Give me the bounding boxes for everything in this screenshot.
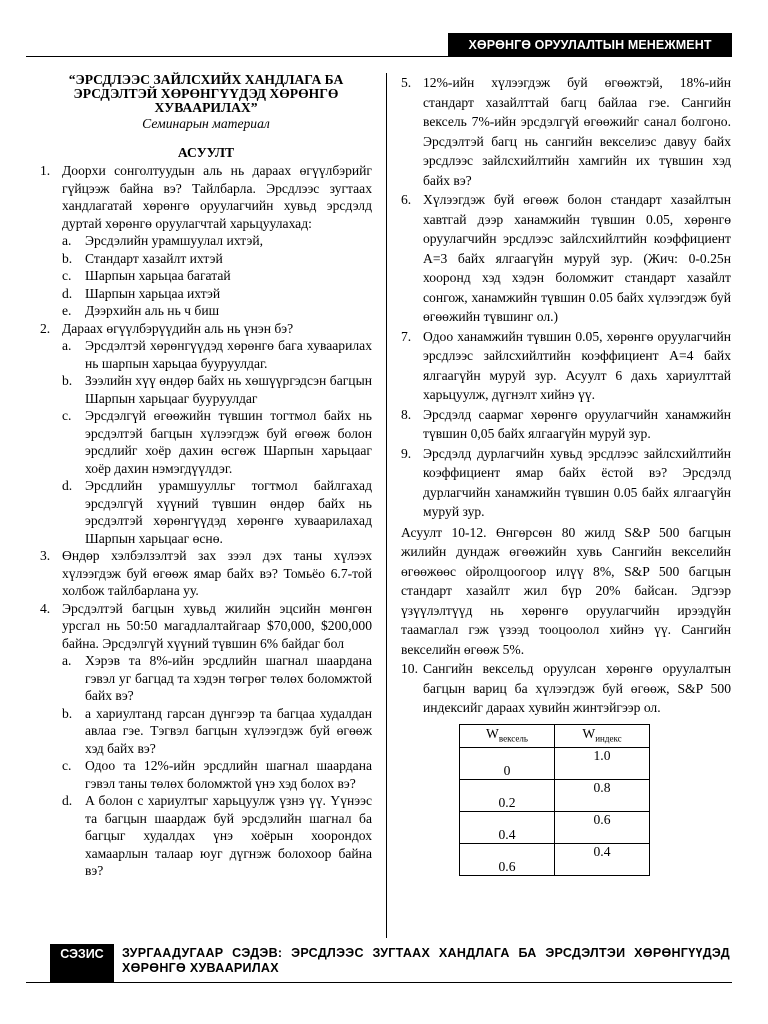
- option-letter: e.: [62, 303, 72, 318]
- cell-w-bill: 0: [460, 748, 555, 780]
- option-letter: a.: [62, 338, 72, 353]
- question-number: 8.: [401, 406, 412, 422]
- question-9: [401, 444, 731, 522]
- question-list-left: [40, 162, 372, 880]
- option-item: [62, 267, 372, 285]
- weights-table: [459, 724, 650, 877]
- question-3: [40, 547, 372, 600]
- question-1: [40, 162, 372, 232]
- option-text: Эрсдлийн урамшуулльг тогтмол байлгахад эрсдэлгүй хүүний түвшин өндөр байх нь эрсдэлтэй хөрөнгүүдэд хөрөнгө хуваарилахад Шарпын харьцааг өснө.: [85, 478, 372, 546]
- weights-table-header: [460, 724, 650, 748]
- option-letter: a.: [62, 653, 72, 668]
- question-number: 4.: [40, 600, 51, 616]
- option-list: [62, 232, 372, 320]
- header-label: ХӨРӨНГӨ ОРУУЛАЛТЫН МЕНЕЖМЕНТ: [448, 33, 732, 57]
- question-text: Хүлээгдэж буй өгөөж болон стандарт хазайлтын хавтгай дээр ханамжийн түвшин 0.05, хөрөнгө оруулагчийн эрсдлээс зайлсхийлтийн коэффициент A=3 байх ялгаагүйн муруй зур. (Жич: 0-0.25н хооронд хэд хэдэн боломжит стандарт хазайлт сонгож, ханамжийн түвшин 0.05 байх хүлээгдэж буй өгөөжийн түвшинг ол.): [423, 192, 731, 324]
- question-text: Өндөр хэлбэлзэлтэй зах зээл дэх таны хүлээх хүлээгдэж буй өгөөж ямар байх вэ? Томьёо 6.7-той холбож тайлбарлана уу.: [62, 548, 372, 598]
- question-6: [401, 190, 731, 327]
- cell-w-bill: 0.6: [460, 844, 555, 876]
- cell-w-index: 0.4: [555, 844, 650, 876]
- cell-w-index: 1.0: [555, 748, 650, 780]
- footer-topic: ЗУРГААДУГААР СЭДЭВ: ЭРСДЛЭЭС ЗУГТААХ ХАНДЛАГА БА ЭРСДЭЛТЭИ ХӨРӨНГҮҮДЭД ХӨРӨНГӨ ХУВААРИЛАХ: [122, 946, 730, 975]
- option-letter: a.: [62, 233, 72, 248]
- question-text: 12%-ийн хүлээгдэж буй өгөөжтэй, 18%-ийн стандарт хазайлттай багц байлаа гэе. Сангийн вексель 7%-ийн эрсдэлгүй өгөөжийг санал болгоно. Эрсдэлтэй багц нь сангийн векселиэс давуу байх эрсдлээс зайлсхийлтийн хамгийн их түвшин хэд байх вэ?: [423, 75, 731, 188]
- question-number: 7.: [401, 328, 412, 344]
- option-item: [62, 757, 372, 792]
- question-5: [401, 73, 731, 190]
- option-item: [62, 302, 372, 320]
- question-number: 10.: [401, 661, 418, 676]
- table-row: [460, 812, 650, 844]
- cell-w-bill: 0.4: [460, 812, 555, 844]
- column-divider: [386, 73, 387, 938]
- option-text: Хэрэв та 8%-ийн эрсдлийн шагнал шаардана гэвэл уг багцад та хэдэн төгрөг төлөх боломжтой байх вэ?: [85, 653, 372, 703]
- table-row: [460, 748, 650, 780]
- document-subtitle: Семинарын материал: [142, 116, 270, 131]
- option-item: [62, 250, 372, 268]
- cell-w-index: 0.8: [555, 780, 650, 812]
- option-text: Дээрхийн аль нь ч биш: [85, 303, 220, 318]
- question-text: Доорхи сонголтуудын аль нь дараах өгүүлбэрийг гүйцээж байна вэ? Тайлбарла. Эрсдлээс зугтаах хандлагатай хөрөнгө оруулагчийн хувьд эрсдэлд дуртай хөрөнгө оруулагчтай харьцуулахад:: [62, 163, 372, 231]
- question-list-right: [401, 73, 731, 522]
- option-letter: c.: [62, 758, 72, 773]
- question-number: 9.: [401, 445, 412, 461]
- questions-10-12-intro: Асуулт 10-12. Өнгөрсөн 80 жилд S&P 500 багцын жилийн дундаж өгөөжийн хувь Сангийн векселийн өгөөжөөс ойролцоогоор илүү 8%, S&P 500 багцын стандарт хазайлт жил бүр 20% байсан. Эдгээр үзүүлэлтүүд нь хөрөнгө оруулагчийн ирээдүйн таамаглал гэж үзээд тооцоолол хийнэ үү. Сангийн векселийн өгөөж 5%.: [401, 524, 731, 657]
- question-number: 6.: [401, 192, 412, 207]
- question-number: 1.: [40, 163, 51, 178]
- option-text: Шарпын харьцаа багатай: [85, 268, 231, 283]
- question-number: 5.: [401, 75, 412, 90]
- option-item: [62, 407, 372, 477]
- table-row: [460, 844, 650, 876]
- question-text: Дараах өгүүлбэрүүдийн аль нь үнэн бэ?: [62, 320, 294, 336]
- header-w-index: $W_{индекс}$: [555, 724, 650, 748]
- question-10: [401, 659, 731, 718]
- option-letter: d.: [62, 793, 73, 808]
- left-column: [40, 73, 372, 880]
- option-item: [62, 705, 372, 758]
- table-row: [460, 780, 650, 812]
- option-letter: d.: [62, 478, 73, 493]
- header-w-bill: $W_{вексель}$: [460, 724, 555, 748]
- question-7: [401, 327, 731, 405]
- option-letter: c.: [62, 268, 72, 283]
- option-text: Эрсдэлийн урамшуулал ихтэй,: [85, 233, 263, 248]
- question-text: Одоо ханамжийн түвшин 0.05, хөрөнгө оруулагчийн эрсдлээс зайлсхийлтийн коэффициент A=4 байх ялгаагүйн муруй зур. Асуулт 6 дахь хариулттай харьцуулж, дүгнэлт хийнэ үү.: [423, 328, 731, 402]
- question-number: 3.: [40, 548, 51, 563]
- option-list: [62, 652, 372, 880]
- option-text: Зээлийн хүү өндөр байх нь хөшүүргэдсэн багцын Шарпын харьцааг бууруулдаг: [85, 373, 372, 406]
- section-heading: АСУУЛТ: [177, 145, 235, 160]
- option-letter: b.: [62, 705, 73, 721]
- question-8: [401, 405, 731, 444]
- question-4: [40, 600, 372, 653]
- cell-w-index: 0.6: [555, 812, 650, 844]
- option-item: [62, 232, 372, 250]
- option-item: [62, 285, 372, 303]
- option-item: [62, 652, 372, 705]
- option-item: [62, 372, 372, 407]
- footer-rule: [26, 982, 732, 983]
- cell-w-bill: 0.2: [460, 780, 555, 812]
- option-letter: b.: [62, 250, 73, 266]
- question-text: Эрсдэлтэй багцын хувьд жилийн эцсийн мөнгөн урсгал нь 50:50 магадлалтайгаар $70,000, $200,000 байна. Эрсдэлгүй хүүний түвшин 6% байдаг бол: [62, 600, 372, 651]
- option-letter: d.: [62, 285, 73, 301]
- question-2: [40, 320, 372, 338]
- question-text: Сангийн вексельд оруулсан хөрөнгө оруулалтын багцын вариц ба хүлээгдэж буй өгөөж, S&P 500 индексийг дараах хувийн жинтэйгээр ол.: [423, 661, 731, 715]
- option-text: a хариултанд гарсан дүнгээр та багцаа худалдан авлаа гэе. Тэгвэл багцын хүлээгдэж буй өгөөж хэд байх вэ?: [85, 705, 372, 756]
- option-list: [62, 337, 372, 547]
- question-text: Эрсдэлд саармаг хөрөнгө оруулагчийн ханамжийн түвшин 0,05 байх ялгаагүйн муруй зур.: [423, 406, 731, 441]
- question-text: Эрсдэлд дурлагчийн хувьд эрсдлээс зайлсхийлтийн коэффициент ямар байх ёстой вэ? Эрсдэлд дурлагчийн ханамжийн түвшин 0.05 байх ялгаагүйн муруй зур.: [423, 445, 731, 519]
- option-item: [62, 792, 372, 880]
- option-letter: c.: [62, 408, 72, 423]
- option-text: Эрсдэлтэй хөрөнгүүдэд хөрөнгө бага хуваарилах нь шарпын харьцаа бууруулдаг.: [85, 338, 372, 371]
- option-letter: b.: [62, 373, 73, 388]
- option-text: Шарпын харьцаа ихтэй: [85, 285, 221, 301]
- right-column: [401, 73, 731, 876]
- option-text: Стандарт хазайлт ихтэй: [85, 250, 223, 266]
- option-item: [62, 337, 372, 372]
- option-text: Одоо та 12%-ийн эрсдлийн шагнал шаардана гэвэл таны төлөх боломжтой үнэ хэд болох вэ?: [85, 758, 372, 791]
- option-text: A болон c хариултыг харьцуулж үзнэ үү. Үүнээс та багцын шаардаж буй эрсдэлийн шагнал ба багцыг худалдах үнэ хоёрын хоорондох хамаарлын талаар юуг дүгнэж болохоор байна вэ?: [85, 793, 372, 878]
- option-item: [62, 477, 372, 547]
- footer-badge: СЭЗИС: [50, 944, 114, 982]
- option-text: Эрсдэлгүй өгөөжийн түвшин тогтмол байх нь эрсдэлтэй багцын хүлээгдэж буй өгөөж болон эрсдлийг хоёр дахин өсгөж Шарпын харьцааг хоёр дахин нэмэгдүүлдэг.: [85, 408, 372, 476]
- question-number: 2.: [40, 320, 51, 336]
- document-title: “ЭРСДЛЭЭС ЗАЙЛСХИЙХ ХАНДЛАГА БА ЭРСДЭЛТЭЙ ХӨРӨНГҮҮДЭД ХӨРӨНГӨ ХУВААРИЛАХ”: [68, 72, 344, 115]
